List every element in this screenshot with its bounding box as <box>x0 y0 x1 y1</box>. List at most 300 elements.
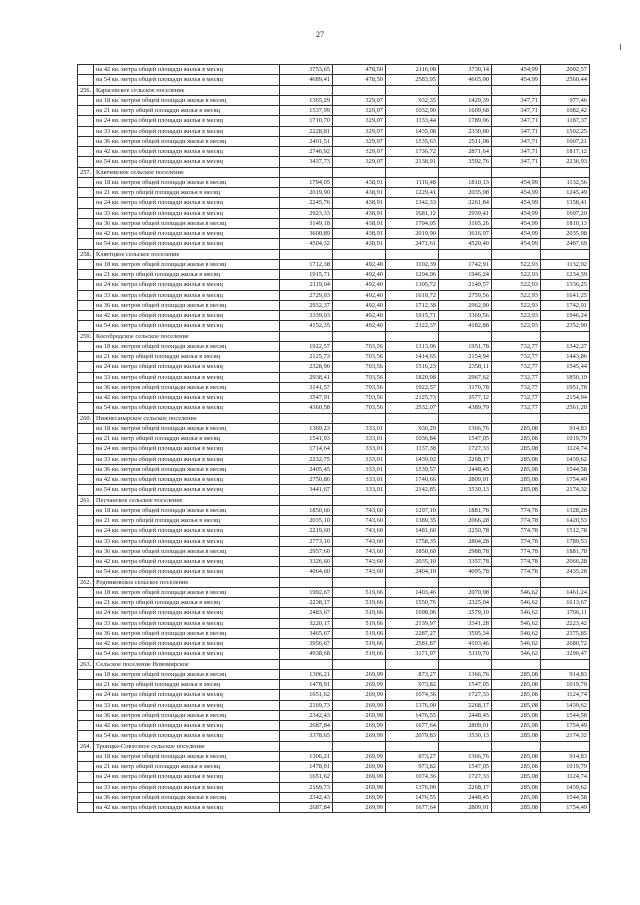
empty-cell <box>333 659 386 669</box>
value-cell: 1817,12 <box>541 147 590 157</box>
table-row <box>78 546 590 556</box>
value-cell: 1789,96 <box>439 116 492 126</box>
value-cell: 1766,11 <box>541 608 590 618</box>
value-cell: 2939,41 <box>439 208 492 218</box>
value-cell: 1229,41 <box>386 188 439 198</box>
margin-mark <box>620 44 621 50</box>
value-cell: 3171,07 <box>386 649 439 659</box>
value-cell: 285,08 <box>492 680 541 690</box>
value-cell: 2245,76 <box>280 198 333 208</box>
row-label: на 36 кв. метров общей площади жилья в месяц <box>94 218 280 228</box>
value-cell: 1137,38 <box>386 444 439 454</box>
empty-cell <box>439 495 492 505</box>
row-label: на 42 кв. метра общей площади жилья в месяц <box>94 639 280 649</box>
row-label: на 42 кв. метра общей площади жилья в месяц <box>94 721 280 731</box>
value-cell: 2404,10 <box>386 567 439 577</box>
table-row <box>78 321 590 331</box>
row-label: на 54 кв. метра общей площади жилья в месяц <box>94 485 280 495</box>
value-cell: 1132,56 <box>541 177 590 187</box>
value-cell: 1476,55 <box>386 710 439 720</box>
row-label: на 18 кв. метров общей площади жилья в месяц <box>94 423 280 433</box>
section-title: Сельское поселение Новомирское <box>94 659 280 669</box>
empty-cell <box>541 659 590 669</box>
value-cell: 2532,07 <box>386 403 439 413</box>
value-cell: 2962,90 <box>439 300 492 310</box>
value-cell: 1133,44 <box>386 116 439 126</box>
section-row <box>78 659 590 669</box>
value-cell: 546,62 <box>492 649 541 659</box>
value-cell: 732,77 <box>492 341 541 351</box>
value-cell: 4504,32 <box>280 239 333 249</box>
value-cell: 333,01 <box>333 444 386 454</box>
value-cell: 1439,62 <box>541 782 590 792</box>
value-cell: 269,99 <box>333 731 386 741</box>
row-number-cell <box>78 710 94 720</box>
value-cell: 1328,28 <box>541 505 590 515</box>
value-cell: 329,07 <box>333 116 386 126</box>
table-row <box>78 147 590 157</box>
empty-cell <box>492 495 541 505</box>
value-cell: 438,91 <box>333 198 386 208</box>
empty-cell <box>386 495 439 505</box>
empty-cell <box>492 577 541 587</box>
value-cell: 519,66 <box>333 649 386 659</box>
value-cell: 1366,76 <box>439 669 492 679</box>
value-cell: 3378,65 <box>280 731 333 741</box>
value-cell: 1547,05 <box>439 762 492 772</box>
table-row <box>78 516 590 526</box>
row-label: на 54 кв. метра общей площади жилья в месяц <box>94 649 280 659</box>
empty-cell <box>492 659 541 669</box>
value-cell: 1754,49 <box>541 475 590 485</box>
value-cell: 285,08 <box>492 803 541 813</box>
table-row <box>78 710 590 720</box>
table-row <box>78 792 590 802</box>
value-cell: 1032,90 <box>386 106 439 116</box>
value-cell: 438,91 <box>333 239 386 249</box>
row-label: на 24 кв. метра общей площади жилья в месяц <box>94 690 280 700</box>
value-cell: 2938,41 <box>280 372 333 382</box>
value-cell: 3369,56 <box>439 311 492 321</box>
value-cell: 285,08 <box>492 464 541 474</box>
empty-cell <box>541 249 590 259</box>
value-cell: 1820,98 <box>386 372 439 382</box>
row-number-cell <box>78 188 94 198</box>
empty-cell <box>439 413 492 423</box>
value-cell: 2342,43 <box>280 792 333 802</box>
value-cell: 3357,78 <box>439 557 492 567</box>
value-cell: 2238,17 <box>280 598 333 608</box>
value-cell: 1742,91 <box>439 259 492 269</box>
value-cell: 2809,01 <box>439 721 492 731</box>
row-number-cell <box>78 362 94 372</box>
table-row <box>78 208 590 218</box>
section-row <box>78 495 590 505</box>
value-cell: 4360,58 <box>280 403 333 413</box>
value-cell: 1376,00 <box>386 700 439 710</box>
value-cell: 546,62 <box>492 628 541 638</box>
value-cell: 492,40 <box>333 321 386 331</box>
table-row <box>78 290 590 300</box>
value-cell: 2579,10 <box>439 608 492 618</box>
value-cell: 873,27 <box>386 751 439 761</box>
row-number-cell <box>78 762 94 772</box>
value-cell: 2142,85 <box>386 485 439 495</box>
value-cell: 2287,27 <box>386 628 439 638</box>
table-row <box>78 731 590 741</box>
row-number-cell <box>78 208 94 218</box>
value-cell: 1810,13 <box>541 218 590 228</box>
value-cell: 1550,76 <box>386 598 439 608</box>
empty-cell <box>280 249 333 259</box>
value-cell: 3753,65 <box>280 65 333 75</box>
row-number-cell <box>78 403 94 413</box>
value-cell: 2250,78 <box>439 526 492 536</box>
section-row <box>78 741 590 751</box>
value-cell: 285,08 <box>492 434 541 444</box>
section-number: 261. <box>78 495 94 505</box>
value-cell: 1297,10 <box>386 505 439 515</box>
value-cell: 285,08 <box>492 721 541 731</box>
value-cell: 1439,02 <box>386 454 439 464</box>
value-cell: 1502,25 <box>541 126 590 136</box>
value-cell: 1306,21 <box>280 751 333 761</box>
empty-cell <box>386 85 439 95</box>
value-cell: 4152,35 <box>280 321 333 331</box>
value-cell: 1758,35 <box>386 536 439 546</box>
value-cell: 1369,23 <box>280 423 333 433</box>
page-number: 27 <box>316 30 324 39</box>
value-cell: 914,83 <box>541 423 590 433</box>
row-number-cell <box>78 147 94 157</box>
row-number-cell <box>78 198 94 208</box>
table-row <box>78 762 590 772</box>
value-cell: 2435,28 <box>541 567 590 577</box>
value-cell: 285,08 <box>492 751 541 761</box>
value-cell: 2019,90 <box>386 229 439 239</box>
value-cell: 1512,78 <box>541 526 590 536</box>
section-title: Кляетцкое сельское поселение <box>94 249 280 259</box>
value-cell: 1019,79 <box>541 434 590 444</box>
row-label: на 42 кв. метра общей площади жилья в месяц <box>94 475 280 485</box>
value-cell: 269,99 <box>333 772 386 782</box>
section-number: 262. <box>78 577 94 587</box>
value-cell: 2809,01 <box>439 475 492 485</box>
value-cell: 1789,53 <box>541 536 590 546</box>
value-cell: 1478,91 <box>280 762 333 772</box>
row-label: на 21 кв. метр общей площади жилья в месяц <box>94 352 280 362</box>
row-number-cell <box>78 300 94 310</box>
table-row <box>78 618 590 628</box>
value-cell: 2154,94 <box>541 393 590 403</box>
value-cell: 1376,00 <box>386 782 439 792</box>
value-cell: 1429,39 <box>439 95 492 105</box>
value-cell: 1922,57 <box>386 382 439 392</box>
value-cell: 1651,62 <box>280 690 333 700</box>
value-cell: 1850,60 <box>386 546 439 556</box>
row-label: на 36 кв. метров общей площади жилья в месяц <box>94 792 280 802</box>
value-cell: 2328,90 <box>280 362 333 372</box>
table-row <box>78 362 590 372</box>
row-label: на 42 кв. метра общей площади жилья в месяц <box>94 147 280 157</box>
value-cell: 2352,90 <box>541 321 590 331</box>
row-number-cell <box>78 669 94 679</box>
value-cell: 285,08 <box>492 762 541 772</box>
value-cell: 5119,70 <box>439 649 492 659</box>
table-row <box>78 536 590 546</box>
value-cell: 2066,28 <box>541 557 590 567</box>
value-cell: 2687,84 <box>280 803 333 813</box>
row-number-cell <box>78 567 94 577</box>
value-cell: 1342,27 <box>541 341 590 351</box>
value-cell: 1187,37 <box>541 116 590 126</box>
value-cell: 2809,01 <box>439 803 492 813</box>
section-title: Карасевское сельское поселение <box>94 85 280 95</box>
value-cell: 2322,37 <box>386 321 439 331</box>
value-cell: 1336,25 <box>541 280 590 290</box>
value-cell: 2139,97 <box>386 618 439 628</box>
row-number-cell <box>78 95 94 105</box>
value-cell: 703,56 <box>333 362 386 372</box>
table-row <box>78 65 590 75</box>
value-cell: 1547,05 <box>439 434 492 444</box>
value-cell: 2967,62 <box>439 372 492 382</box>
row-label: на 24 кв. метра общей площади жилья в месяц <box>94 198 280 208</box>
row-label: на 18 кв. метров общей площади жилья в месяц <box>94 341 280 351</box>
row-label: на 33 кв. метра общей площади жилья в месяц <box>94 782 280 792</box>
row-label: на 18 кв. метров общей площади жилья в месяц <box>94 95 280 105</box>
row-label: на 21 кв. метр общей площади жилья в месяц <box>94 762 280 772</box>
empty-cell <box>386 249 439 259</box>
value-cell: 1810,13 <box>439 177 492 187</box>
value-cell: 285,08 <box>492 710 541 720</box>
value-cell: 4095,78 <box>439 567 492 577</box>
value-cell: 2149,57 <box>439 280 492 290</box>
table-row <box>78 587 590 597</box>
value-cell: 2804,28 <box>439 536 492 546</box>
row-number-cell <box>78 229 94 239</box>
value-cell: 1727,33 <box>439 444 492 454</box>
value-cell: 3547,91 <box>280 393 333 403</box>
table-row <box>78 300 590 310</box>
empty-cell <box>333 331 386 341</box>
value-cell: 1544,58 <box>541 710 590 720</box>
value-cell: 269,99 <box>333 792 386 802</box>
empty-cell <box>333 249 386 259</box>
row-label: на 36 кв. метров общей площади жилья в месяц <box>94 300 280 310</box>
row-number-cell <box>78 393 94 403</box>
row-number-cell <box>78 485 94 495</box>
value-cell: 3339,03 <box>280 311 333 321</box>
value-cell: 3341,28 <box>439 618 492 628</box>
value-cell: 454,99 <box>492 229 541 239</box>
row-number-cell <box>78 546 94 556</box>
value-cell: 3220,17 <box>280 618 333 628</box>
value-cell: 2448,45 <box>439 464 492 474</box>
empty-cell <box>386 331 439 341</box>
section-number: 257. <box>78 167 94 177</box>
value-cell: 3149,18 <box>280 218 333 228</box>
value-cell: 743,60 <box>333 516 386 526</box>
value-cell: 1414,65 <box>386 352 439 362</box>
row-number-cell <box>78 803 94 813</box>
row-label: на 36 кв. метров общей площади жилья в месяц <box>94 628 280 638</box>
value-cell: 329,07 <box>333 157 386 167</box>
value-cell: 2261,84 <box>439 198 492 208</box>
table-row <box>78 341 590 351</box>
row-label: на 33 кв. метра общей площади жилья в месяц <box>94 618 280 628</box>
row-number-cell <box>78 280 94 290</box>
value-cell: 1132,92 <box>541 259 590 269</box>
value-cell: 703,56 <box>333 393 386 403</box>
table-row <box>78 157 590 167</box>
table-row <box>78 690 590 700</box>
empty-cell <box>541 741 590 751</box>
value-cell: 1881,78 <box>541 546 590 556</box>
value-cell: 1714,64 <box>280 444 333 454</box>
section-row <box>78 85 590 95</box>
value-cell: 2035,98 <box>439 188 492 198</box>
row-number-cell <box>78 557 94 567</box>
value-cell: 333,01 <box>333 485 386 495</box>
value-cell: 743,60 <box>333 546 386 556</box>
value-cell: 2487,69 <box>541 239 590 249</box>
row-number-cell <box>78 157 94 167</box>
value-cell: 478,50 <box>333 75 386 85</box>
row-number-cell <box>78 516 94 526</box>
value-cell: 1607,21 <box>541 136 590 146</box>
value-cell: 1366,76 <box>439 423 492 433</box>
empty-cell <box>541 577 590 587</box>
value-cell: 914,83 <box>541 751 590 761</box>
value-cell: 1389,35 <box>386 516 439 526</box>
value-cell: 2871,64 <box>439 147 492 157</box>
value-cell: 4938,68 <box>280 649 333 659</box>
value-cell: 973,82 <box>386 680 439 690</box>
empty-cell <box>333 167 386 177</box>
row-number-cell <box>78 321 94 331</box>
row-number-cell <box>78 126 94 136</box>
row-number-cell <box>78 290 94 300</box>
table-row <box>78 75 590 85</box>
value-cell: 522,93 <box>492 270 541 280</box>
value-cell: 333,01 <box>333 464 386 474</box>
value-cell: 492,40 <box>333 300 386 310</box>
value-cell: 1677,64 <box>386 803 439 813</box>
row-number-cell <box>78 106 94 116</box>
value-cell: 522,93 <box>492 300 541 310</box>
value-cell: 743,60 <box>333 557 386 567</box>
value-cell: 1915,71 <box>280 270 333 280</box>
section-title: Нижнесанарское сельское поселение <box>94 413 280 423</box>
table-row <box>78 352 590 362</box>
value-cell: 1545,44 <box>541 362 590 372</box>
value-cell: 1342,33 <box>386 198 439 208</box>
value-cell: 2125,73 <box>386 393 439 403</box>
empty-cell <box>386 741 439 751</box>
value-cell: 2223,42 <box>541 618 590 628</box>
value-cell: 1102,39 <box>386 259 439 269</box>
value-cell: 2483,67 <box>280 608 333 618</box>
row-number-cell <box>78 628 94 638</box>
row-label: на 54 кв. метра общей площади жилья в месяц <box>94 321 280 331</box>
value-cell: 3165,26 <box>439 218 492 228</box>
row-label: на 21 кв. метр общей площади жилья в месяц <box>94 680 280 690</box>
value-cell: 2154,94 <box>439 352 492 362</box>
value-cell: 2746,92 <box>280 147 333 157</box>
row-number-cell <box>78 792 94 802</box>
value-cell: 1641,25 <box>541 290 590 300</box>
value-cell: 269,99 <box>333 782 386 792</box>
table-row <box>78 444 590 454</box>
value-cell: 1019,79 <box>541 762 590 772</box>
value-cell: 1116,48 <box>386 177 439 187</box>
value-cell: 2169,73 <box>280 700 333 710</box>
value-cell: 285,08 <box>492 485 541 495</box>
table-row <box>78 311 590 321</box>
value-cell: 1516,23 <box>386 362 439 372</box>
empty-cell <box>492 331 541 341</box>
row-label: на 24 кв. метра общей площади жилья в месяц <box>94 608 280 618</box>
value-cell: 454,99 <box>492 198 541 208</box>
value-cell: 774,78 <box>492 516 541 526</box>
value-cell: 3530,13 <box>439 731 492 741</box>
value-cell: 519,66 <box>333 598 386 608</box>
value-cell: 1850,60 <box>280 505 333 515</box>
value-cell: 2405,45 <box>280 464 333 474</box>
value-cell: 1992,67 <box>280 587 333 597</box>
value-cell: 2325,04 <box>439 598 492 608</box>
table-row <box>78 434 590 444</box>
value-cell: 914,83 <box>541 669 590 679</box>
value-cell: 269,99 <box>333 751 386 761</box>
value-cell: 2342,43 <box>280 710 333 720</box>
value-cell: 2119,04 <box>280 280 333 290</box>
value-cell: 2138,91 <box>386 157 439 167</box>
row-label: на 18 кв. метров общей площади жилья в месяц <box>94 587 280 597</box>
row-label: на 33 кв. метра общей площади жилья в месяц <box>94 536 280 546</box>
value-cell: 347,71 <box>492 106 541 116</box>
value-cell: 2019,90 <box>280 188 333 198</box>
value-cell: 3595,34 <box>439 628 492 638</box>
value-cell: 1794,05 <box>280 177 333 187</box>
value-cell: 1951,78 <box>439 341 492 351</box>
row-number-cell <box>78 341 94 351</box>
value-cell: 285,08 <box>492 782 541 792</box>
row-label: на 24 кв. метра общей площади жилья в месяц <box>94 772 280 782</box>
value-cell: 1651,62 <box>280 772 333 782</box>
value-cell: 1712,38 <box>386 300 439 310</box>
value-cell: 347,71 <box>492 147 541 157</box>
table-row <box>78 680 590 690</box>
row-label: на 18 кв. метров общей площади жилья в месяц <box>94 505 280 515</box>
table-row <box>78 639 590 649</box>
value-cell: 1742,91 <box>541 300 590 310</box>
value-cell: 4182,88 <box>439 321 492 331</box>
row-label: на 42 кв. метра общей площади жилья в месяц <box>94 557 280 567</box>
section-row <box>78 167 590 177</box>
row-number-cell <box>78 270 94 280</box>
value-cell: 3290,47 <box>541 649 590 659</box>
value-cell: 329,07 <box>333 147 386 157</box>
value-cell: 522,93 <box>492 259 541 269</box>
value-cell: 454,99 <box>492 75 541 85</box>
value-cell: 4689,41 <box>280 75 333 85</box>
table-row <box>78 669 590 679</box>
row-label: на 54 кв. метра общей площади жилья в месяц <box>94 731 280 741</box>
value-cell: 732,77 <box>492 362 541 372</box>
table-row <box>78 751 590 761</box>
